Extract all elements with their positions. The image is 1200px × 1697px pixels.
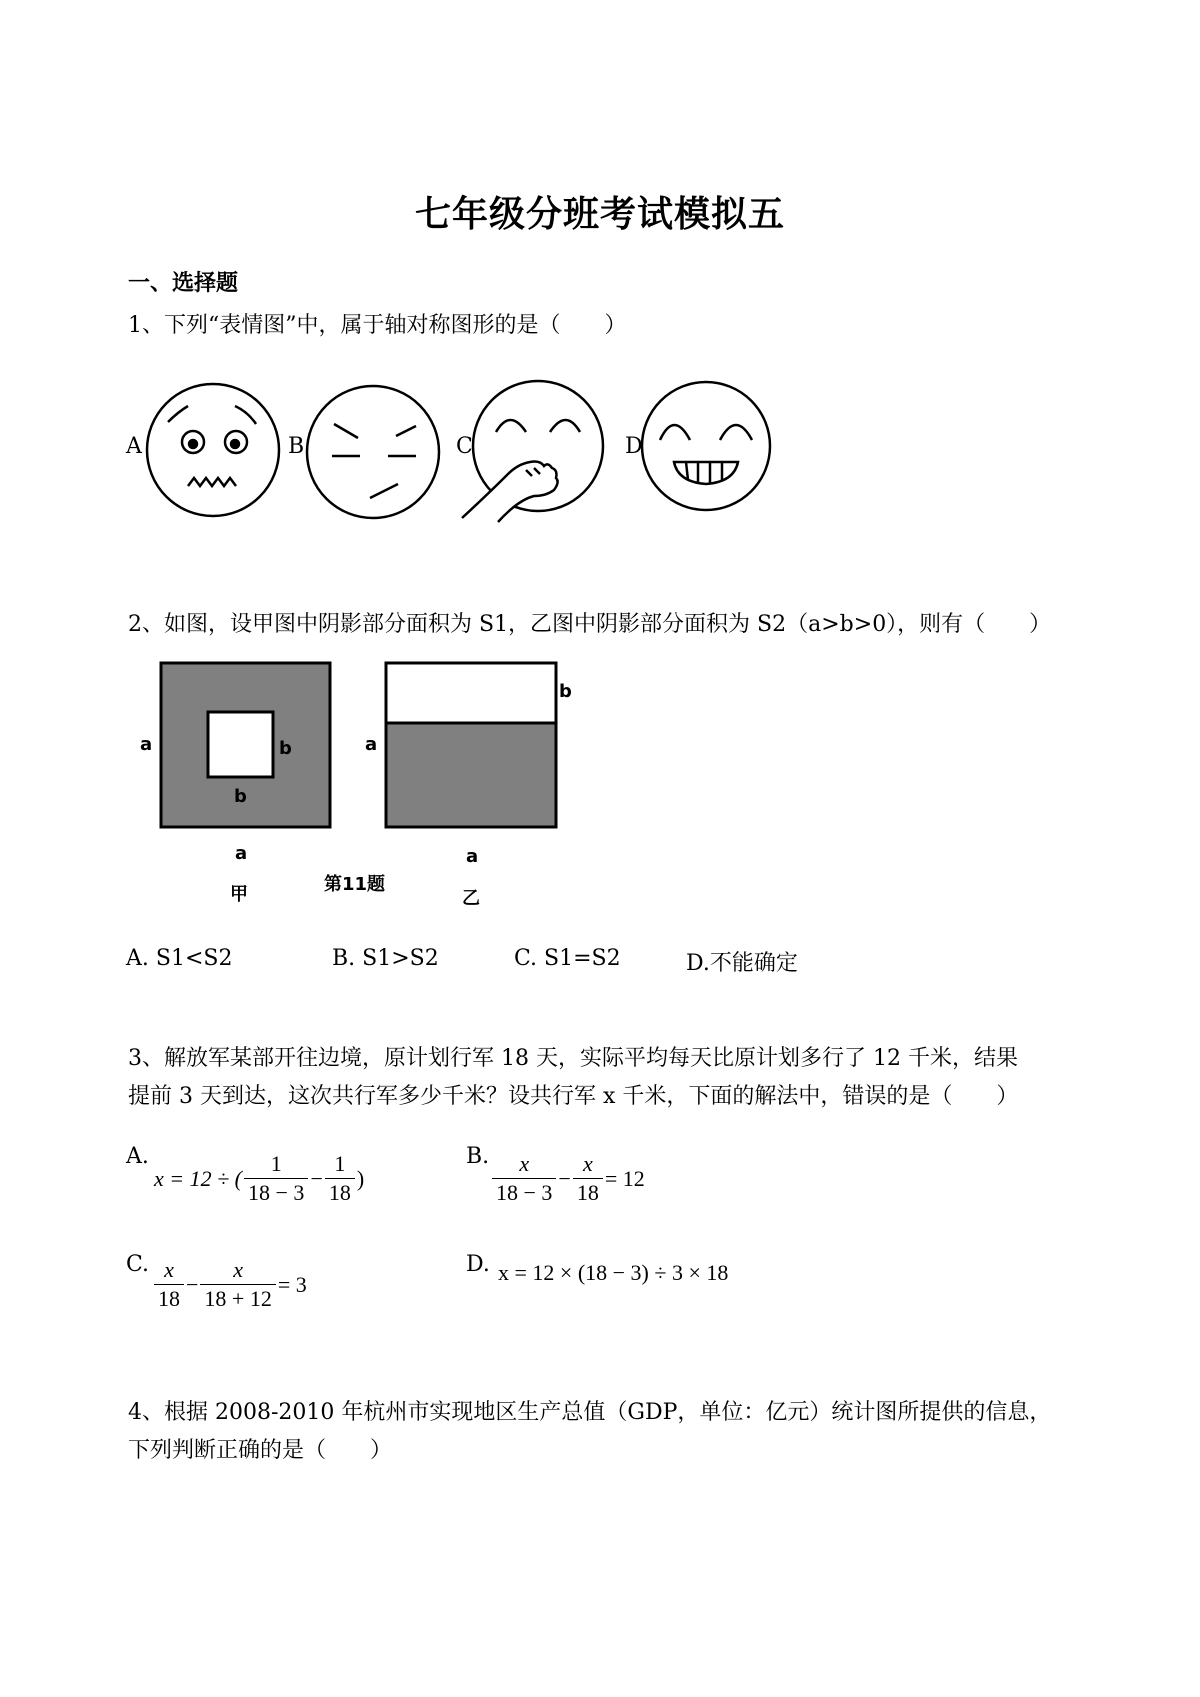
emoji-face-b xyxy=(307,386,439,518)
q3-option-c-label: C. xyxy=(126,1252,150,1277)
section-heading: 一、选择题 xyxy=(128,271,239,296)
q1-label-a: A xyxy=(126,434,142,459)
fig-jia-label-b-right: b xyxy=(279,738,292,759)
q2-option-b: B. S1>S2 xyxy=(332,946,439,971)
emoji-face-d xyxy=(642,382,770,510)
q1-emoji-figure xyxy=(140,370,800,530)
fig-jia-label-a-bottom: a xyxy=(235,843,248,864)
emoji-face-a xyxy=(147,384,279,516)
question-3-line-1: 3、解放军某部开往边境，原计划行军 18 天，实际平均每天比原计划多行了 12 千米，结果 xyxy=(128,1046,1018,1071)
q3-option-b-label: B. xyxy=(466,1144,490,1169)
question-4-line-2: 下列判断正确的是（ ） xyxy=(128,1438,393,1463)
fig-jia-caption: 甲 xyxy=(230,884,248,905)
q2-option-a: A. S1<S2 xyxy=(126,946,233,971)
q3-option-a-label: A. xyxy=(126,1144,149,1169)
fig-yi-label-a-bottom: a xyxy=(466,846,479,867)
fig-yi-caption: 乙 xyxy=(462,888,480,909)
q3-option-d-label: D. xyxy=(466,1252,490,1277)
question-4-line-1: 4、根据 2008-2010 年杭州市实现地区生产总值（GDP，单位：亿元）统计图所提供的信息， xyxy=(128,1400,1052,1425)
figure-jia-inner-square xyxy=(208,712,273,777)
q1-label-c: C xyxy=(456,434,473,459)
eq-a-fraction-1: $\frac{1}{18 - 3}$ xyxy=(244,1150,308,1207)
q2-area-figure xyxy=(140,660,600,900)
eq-b-fraction-1: $\frac{x}{18 - 3}$ xyxy=(492,1150,556,1207)
eq-c-fraction-1: $\frac{x}{18}$ xyxy=(154,1256,184,1313)
question-2-text: 2、如图，设甲图中阴影部分面积为 S1，乙图中阴影部分面积为 S2（a>b>0），则有（ ） xyxy=(128,612,1052,637)
q2-option-d: D.不能确定 xyxy=(686,951,798,976)
emoji-face-c xyxy=(462,381,603,522)
q3-option-c-equation: $\frac{x}{18}$ − $\frac{x}{18 + 12}$ = 3 xyxy=(152,1256,307,1313)
fig-yi-label-a-left: a xyxy=(365,734,378,755)
fig-jia-label-a-left: a xyxy=(140,734,153,755)
q1-label-d: D xyxy=(625,434,643,459)
question-3-line-2: 提前 3 天到达，这次共行军多少千米？设共行军 x 千米，下面的解法中，错误的是（ ） xyxy=(128,1084,1019,1109)
question-1-text: 1、下列“表情图”中，属于轴对称图形的是（ ） xyxy=(128,313,627,338)
page-title: 七年级分班考试模拟五 xyxy=(414,194,785,235)
eq-c-fraction-2: $\frac{x}{18 + 12}$ xyxy=(200,1256,275,1313)
eq-a-fraction-2: $\frac{1}{18}$ xyxy=(325,1150,355,1207)
q1-label-b: B xyxy=(288,434,305,459)
fig-yi-label-b-right: b xyxy=(559,681,572,702)
eq-a-lhs: x = 12 ÷ ( xyxy=(154,1165,243,1191)
eq-b-fraction-2: $\frac{x}{18}$ xyxy=(573,1150,603,1207)
q3-option-a-equation: x = 12 ÷ ( $\frac{1}{18 - 3}$ − $\frac{1}{18}$ ) xyxy=(154,1151,365,1205)
figure-yi-shaded-rect xyxy=(386,723,556,827)
figure-number-caption: 第11题 xyxy=(324,874,386,895)
q2-option-c: C. S1=S2 xyxy=(514,946,621,971)
fig-jia-label-b-bottom: b xyxy=(234,786,247,807)
q3-option-b-equation: $\frac{x}{18 - 3}$ − $\frac{x}{18}$ = 12 xyxy=(490,1150,645,1207)
q3-option-d-equation: x = 12 × (18 − 3) ÷ 3 × 18 xyxy=(498,1260,729,1285)
